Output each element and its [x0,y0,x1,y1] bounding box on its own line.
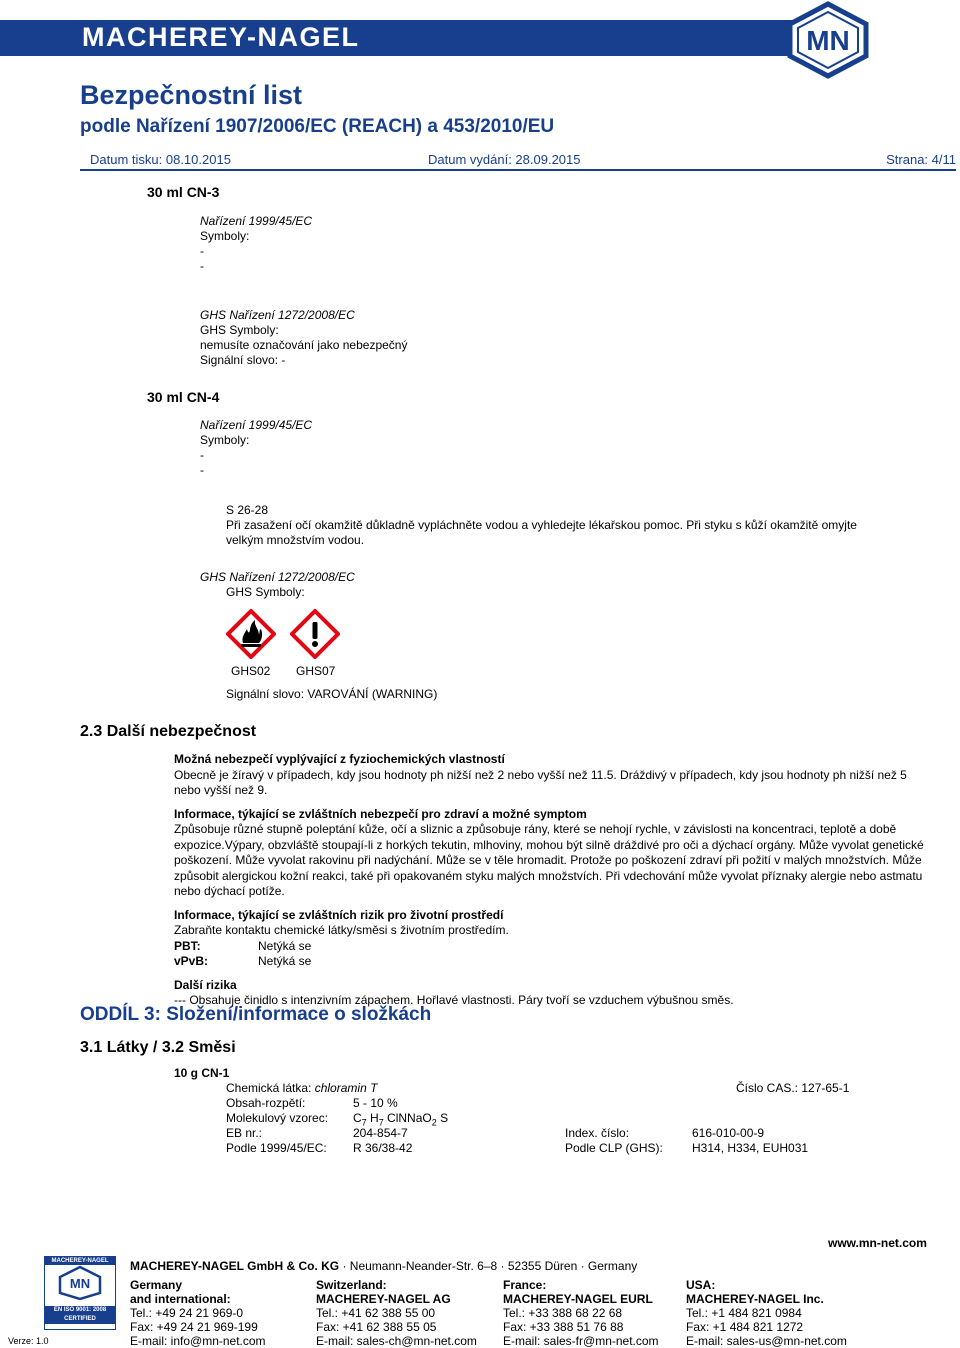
cn3-ghs-regulation: GHS Nařízení 1272/2008/EC [200,308,355,322]
pbt-value: Netýká se [258,938,312,953]
cn3-ghs-symbols: GHS Symboly: [200,323,279,337]
eb-value: 204-854-7 [353,1126,408,1140]
print-date: Datum tisku: 08.10.2015 [90,152,231,167]
cn4-regulation: Nařízení 1999/45/EC [200,418,313,432]
vpvb-value: Netýká se [258,954,312,968]
cert-text: EN ISO 9001: 2008 CERTIFIED [45,1306,115,1324]
section3-heading: ODDÍL 3: Složení/informace o složkách [80,1004,432,1025]
footer-switzerland: Switzerland: MACHEREY-NAGEL AG Tel.: +41 62 388 55 00 Fax: +41 62 388 55 05 E-mail: sales-ch@mn-net.com [316,1278,477,1348]
document-title: Bezpečnostní list [80,80,303,110]
ghs02-label: GHS02 [231,664,271,678]
clp-label: Podle CLP (GHS): [565,1141,663,1155]
formula-value: $C_7$ $H_7$ ClNNaO$_2$ S [353,1111,449,1128]
substance-row [226,1081,377,1095]
eb-label: EB nr.: [226,1126,263,1140]
cn4-dash: - [200,448,204,462]
date-line [80,150,956,171]
health-heading: Informace, týkající se zvláštních nebezpečí pro zdraví a možné symptom [174,806,587,821]
index-value: 616-010-00-9 [692,1126,765,1140]
s-phrase-text: Při zasažení očí okamžitě důkladně vypláchněte vodou a vyhledejte lékařskou pomoc. Při styku s kůží okamžitě omyjte [226,518,857,532]
cas-number: Číslo CAS.: 127-65-1 [736,1081,850,1095]
iso-certificate: MACHEREY-NAGEL MN EN ISO 9001: 2008 CERTIFIED [44,1256,116,1330]
cn3-ghs-text: nemusíte označování jako nebezpečný [200,338,408,352]
flame-icon [226,609,276,659]
s-phrase: S 26-28 [226,503,269,517]
cn4-symbols: Symboly: [200,433,250,447]
other-risks-heading: Další rizika [174,977,237,992]
issue-date: Datum vydání: 28.09.2015 [428,152,581,167]
clp-value: H314, H334, EUH031 [692,1141,809,1155]
svg-text:MN: MN [806,25,850,56]
pbt-label: PBT: [174,938,201,953]
svg-text:MN: MN [69,1276,91,1291]
substance-label: Chemická látka: [226,1081,312,1095]
brand-name: MACHEREY-NAGEL [82,22,360,52]
cn4-signal-word: Signální slovo: VAROVÁNÍ (WARNING) [226,687,438,701]
section3-sub: 3.1 Látky / 3.2 Směsi [80,1039,236,1056]
cn3-symbols: Symboly: [200,229,250,243]
cn3-dash: - [200,244,204,258]
component-item: 10 g CN-1 [174,1066,230,1080]
footer-web: www.mn-net.com [828,1236,927,1250]
other-risks-text: --- Obsahuje činidlo s intenzivním zápachem. Hořlavé vlastnosti. Páry tvoří se vzduchem výbušnou směs. [174,993,734,1007]
physchem-heading: Možná nebezpečí vyplývající z fyziochemických vlastností [174,752,505,766]
document-subtitle: podle Nařízení 1907/2006/EC (REACH) a 453/2010/EU [80,116,555,137]
cn4-dash: - [200,463,204,477]
mn-logo-icon [778,0,878,80]
conc-label: Obsah-rozpětí: [226,1096,306,1110]
environment-heading: Informace, týkající se zvláštních rizik pro životní prostředí [174,907,504,922]
footer-company-line [130,1259,637,1273]
index-label: Index. číslo: [565,1126,630,1140]
section-heading: 2.3 Další nebezpečnost [80,723,257,740]
directive-label: Podle 1999/45/EC: [226,1141,327,1155]
cn3-label: 30 ml CN-3 [147,184,220,200]
exclamation-icon [290,609,340,659]
cn4-label: 30 ml CN-4 [147,389,220,405]
environment-text: Zabraňte kontaktu chemické látky/směsi s životním prostředím. [174,923,509,937]
hazards-text [174,752,934,1009]
vpvb-label: vPvB: [174,954,209,968]
footer-germany: Germany and international: Tel.: +49 24 21 969-0 Fax: +49 24 21 969-199 E-mail: info@mn-net.com [130,1278,266,1348]
cn3-regulation: Nařízení 1999/45/EC [200,214,313,228]
footer-usa: USA: MACHEREY-NAGEL Inc. Tel.: +1 484 821 0984 Fax: +1 484 821 1272 E-mail: sales-us@mn-net.com [686,1278,847,1348]
footer-company: MACHEREY-NAGEL GmbH & Co. KG [130,1259,340,1273]
substance-value: chloramin T [314,1081,378,1095]
mn-logo-small-icon [45,1265,115,1301]
version: Verze: 1.0 [8,1336,49,1346]
cn3-dash: - [200,259,204,273]
cn3-signal-word: Signální slovo: - [200,353,286,367]
page-number: Strana: 4/11 [886,152,956,167]
s-phrase-text: velkým množstvím vodou. [226,533,365,547]
cn4-ghs-regulation: GHS Nařízení 1272/2008/EC [200,570,355,584]
health-text: Způsobuje různé stupně poleptání kůže, očí a sliznic a způsobuje rány, které se nehojí rychle, v závislosti na koncentraci, teplotě a době expozice.Výpary, obzvláště stoupají-li z horkých tekutin, mlhoviny, mohou být silně dráždivé pro oči a dýchací orgány. Může vyvolat genetické poškození. Může vyvolat rakovinu při nadýchání. Může se v těle hromadit. Protože po poškození zdraví při požití v malých množstvích. Může způsobit alergickou kožní reakci, také při opakovaném styku malých množstvích. Při vdechování může vyvolat příznaky alergie nebo astmatu nebo dýchací potíže. [174,822,924,898]
cn4-ghs-symbols: GHS Symboly: [226,585,305,599]
directive-value: R 36/38-42 [353,1141,413,1155]
physchem-text: Obecně je žíravý v případech, kdy jsou hodnoty ph nižší než 2 nebo vyšší než 11.5. Dráždivý v případech, kdy jsou hodnoty ph nižší než 5 nebo vyšší než 9. [174,767,907,797]
formula-label: Molekulový vzorec: [226,1111,329,1125]
footer-address: · Neumann-Neander-Str. 6–8 · 52355 Düren · Germany [339,1259,638,1273]
conc-value: 5 - 10 % [353,1096,398,1110]
footer-france: France: MACHEREY-NAGEL EURL Tel.: +33 388 68 22 68 Fax: +33 388 51 76 88 E-mail: sales-fr@mn-net.com [503,1278,659,1348]
ghs07-label: GHS07 [296,664,336,678]
